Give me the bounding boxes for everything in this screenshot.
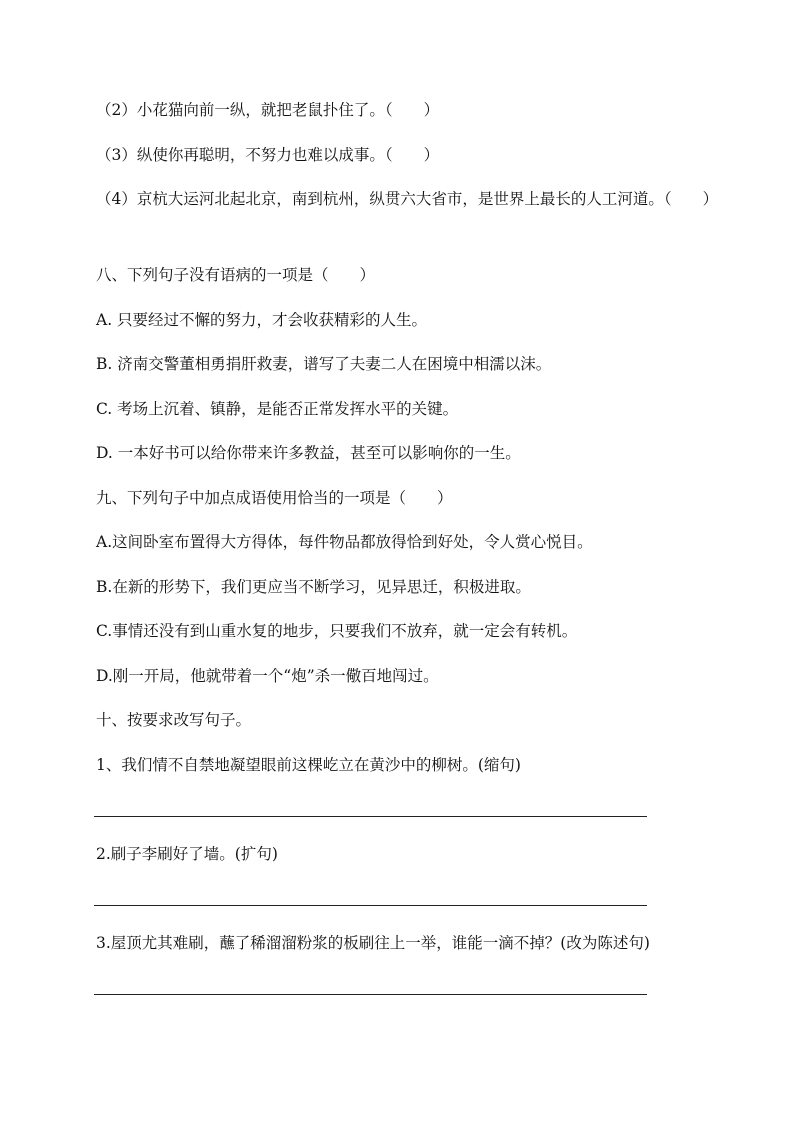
answer-line-1[interactable]: [94, 816, 647, 817]
question-item-2: （2）小花猫向前一纵，就把老鼠扑住了。（ ）: [96, 101, 440, 119]
section-8-option-a: A. 只要经过不懈的努力，才会收获精彩的人生。: [96, 311, 428, 329]
section-9-option-b: B.在新的形势下，我们更应当不断学习，见异思迁，积极进取。: [96, 578, 531, 596]
section-10-heading: 十、按要求改写句子。: [96, 711, 252, 729]
section-8-option-d: D. 一本好书可以给你带来许多教益，甚至可以影响你的一生。: [96, 444, 521, 462]
section-8-option-b: B. 济南交警董相勇捐肝救妻，谱写了夫妻二人在困境中相濡以沫。: [96, 355, 552, 373]
section-9-heading: 九、下列句子中加点成语使用恰当的一项是（ ）: [96, 489, 453, 507]
rewrite-question-1: 1、我们情不自禁地凝望眼前这棵屹立在黄沙中的柳树。(缩句): [96, 756, 521, 774]
section-8-option-c: C. 考场上沉着、镇静，是能否正常发挥水平的关键。: [96, 400, 459, 418]
section-9-option-c: C.事情还没有到山重水复的地步，只要我们不放弃，就一定会有转机。: [96, 622, 578, 640]
question-item-4: （4）京杭大运河北起北京，南到杭州，纵贯六大省市，是世界上最长的人工河道。（ ）: [96, 190, 719, 208]
answer-line-3[interactable]: [94, 994, 647, 995]
section-8-heading: 八、下列句子没有语病的一项是（ ）: [96, 266, 376, 284]
section-9-option-a: A.这间卧室布置得大方得体，每件物品都放得恰到好处，令人赏心悦目。: [96, 533, 593, 551]
section-9-option-d: D.刚一开局，他就带着一个“炮”杀一儆百地闯过。: [96, 667, 439, 685]
question-item-3: （3）纵使你再聪明，不努力也难以成事。（ ）: [96, 146, 440, 164]
answer-line-2[interactable]: [94, 905, 647, 906]
rewrite-question-3: 3.屋顶尤其难刷，蘸了稀溜溜粉浆的板刷往上一举，谁能一滴不掉？(改为陈述句): [96, 934, 650, 952]
rewrite-question-2: 2.刷子李刷好了墙。(扩句): [96, 845, 278, 863]
